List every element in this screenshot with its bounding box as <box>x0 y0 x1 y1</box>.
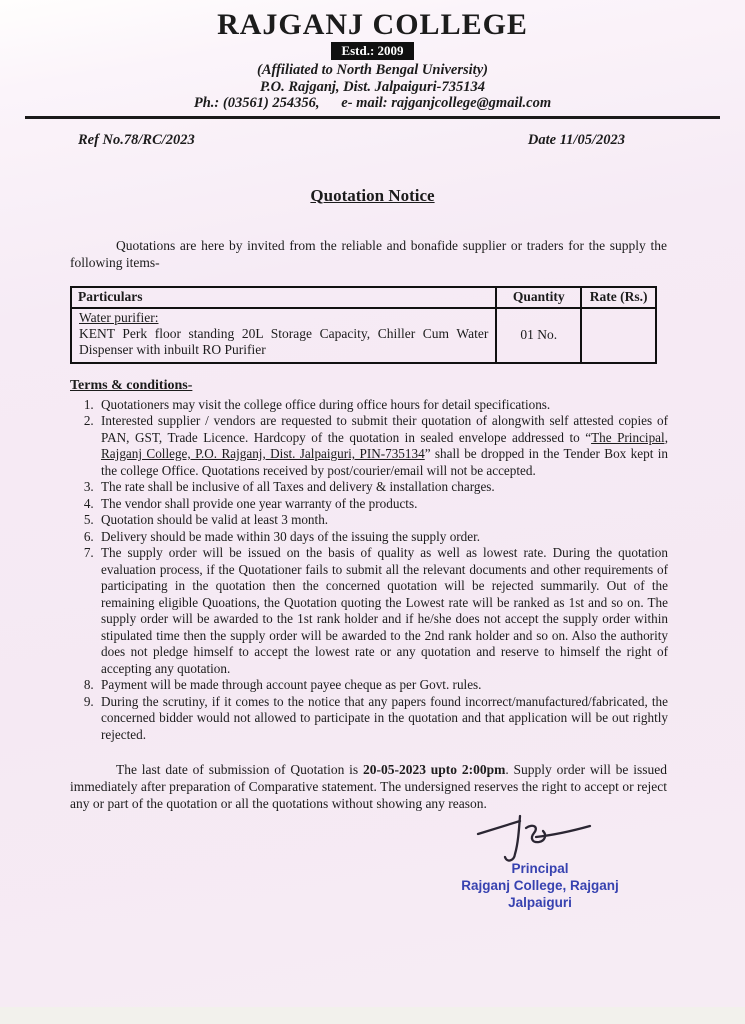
date: Date 11/05/2023 <box>527 131 625 148</box>
closing-paragraph <box>70 761 667 812</box>
stamp-line: Principal <box>511 861 569 876</box>
affiliation-line: (Affiliated to North Bengal University) <box>257 62 488 78</box>
quantity-cell: 01 No. <box>496 308 581 363</box>
text-segment: Interested supplier / vendors are requested to submit their quotation of alongwith self attested copies of PAN, GST, Trade Licence. Hardcopy of the quotation in sealed envelope addressed to “ <box>101 413 668 445</box>
terms-heading: Terms & conditions- <box>70 377 193 393</box>
text-segment: During the scrutiny, if it comes to the notice that any papers found incorrect/manufactured/fabricated, the concerned bidder would not allowed to participate in the quotation and that application will be out rightly rejected. <box>101 693 668 742</box>
table-header-row <box>71 287 656 308</box>
text-segment: The supply order will be issued on the basis of quality as well as lowest rate. During the quotation evaluation process, if the Quotationer fails to submit all the relevant documents and other requirements of participating in the quotation then the concerned quotation will be rejected summarily. Out of the remaining eligible Quoations, the Quotation quoting the Lowest rate will be ranked as 1st and so on. The supply order will be awarded to the 1st rank holder and if he/she does not accept the supply order within stipulated time then the supply order will be awarded to the 2nd rank holder and so on. Also the authority does not pledge himself to accept the lowest rate or any quotation and reserve to himself the right of accepting any quotation. <box>101 545 668 676</box>
col-header-quantity: Quantity <box>496 287 581 308</box>
signature-scribble <box>474 812 594 868</box>
scan-edge <box>0 1007 745 1024</box>
term-item <box>97 677 668 694</box>
items-table <box>70 286 657 364</box>
particulars-cell <box>71 308 496 363</box>
rate-cell <box>581 308 656 363</box>
term-item <box>97 512 668 529</box>
term-item <box>97 529 668 546</box>
estd-badge: Estd.: 2009 <box>331 42 413 60</box>
text-segment: Delivery should be made within 30 days of the issuing the supply order. <box>101 528 481 544</box>
signature-block <box>425 812 655 911</box>
letterhead <box>0 0 745 112</box>
term-item <box>97 496 668 513</box>
contact-line: Ph.: (03561) 254356, e- mail: rajganjcollege@gmail.com <box>193 95 552 111</box>
college-name: RAJGANJ COLLEGE <box>217 8 528 41</box>
stamp-line: Jalpaiguri <box>508 895 572 910</box>
terms-list <box>70 397 668 744</box>
text-segment: Payment will be made through account payee cheque as per Govt. rules. <box>101 677 482 692</box>
table-row <box>71 308 656 363</box>
col-header-particulars: Particulars <box>71 287 496 308</box>
item-description: KENT Perk floor standing 20L Storage Capacity, Chiller Cum Water Dispenser with inbuilt RO Purifier <box>79 325 489 357</box>
text-segment: Quotation should be valid at least 3 month. <box>101 512 329 527</box>
term-item <box>97 397 668 414</box>
text-segment: The rate shall be inclusive of all Taxes and delivery & installation charges. <box>101 479 495 494</box>
intro-paragraph: Quotations are here by invited from the reliable and bonafide supplier or traders for the supply the following items- <box>70 237 667 270</box>
text-segment: ” shall be dropped in the Tender Box kept in the college Office. Quotations received by post/courier/email will not be accepted. <box>101 446 668 478</box>
notice-title: Quotation Notice <box>310 185 435 205</box>
term-item <box>97 694 668 744</box>
term-item <box>97 545 668 677</box>
ref-date-line <box>78 132 625 149</box>
term-item <box>97 479 668 496</box>
text-segment: The Principal, Rajganj College, P.O. Rajganj, Dist. Jalpaiguri, PIN-735134 <box>101 429 668 461</box>
text-segment: Quotationers may visit the college office during office hours for detail specifications. <box>101 396 551 412</box>
header-divider <box>25 116 720 119</box>
item-title: Water purifier: <box>79 309 159 325</box>
ref-number: Ref No.78/RC/2023 <box>78 131 195 148</box>
stamp-line: Rajganj College, Rajganj <box>461 878 619 893</box>
term-item <box>97 413 668 479</box>
col-header-rate: Rate (Rs.) <box>581 287 656 308</box>
text-segment: 20-05-2023 upto 2:00pm <box>362 762 506 777</box>
text-segment: The vendor shall provide one year warranty of the products. <box>101 495 418 511</box>
text-segment: . Supply order will be issued immediately after preparation of Comparative statement. The undersigned reserves the right to accept or reject any or part of the quotation or all the quotations without showing any reason. <box>70 762 667 811</box>
address-line: P.O. Rajganj, Dist. Jalpaiguri-735134 <box>260 78 485 95</box>
text-segment: The last date of submission of Quotation is <box>116 762 363 777</box>
